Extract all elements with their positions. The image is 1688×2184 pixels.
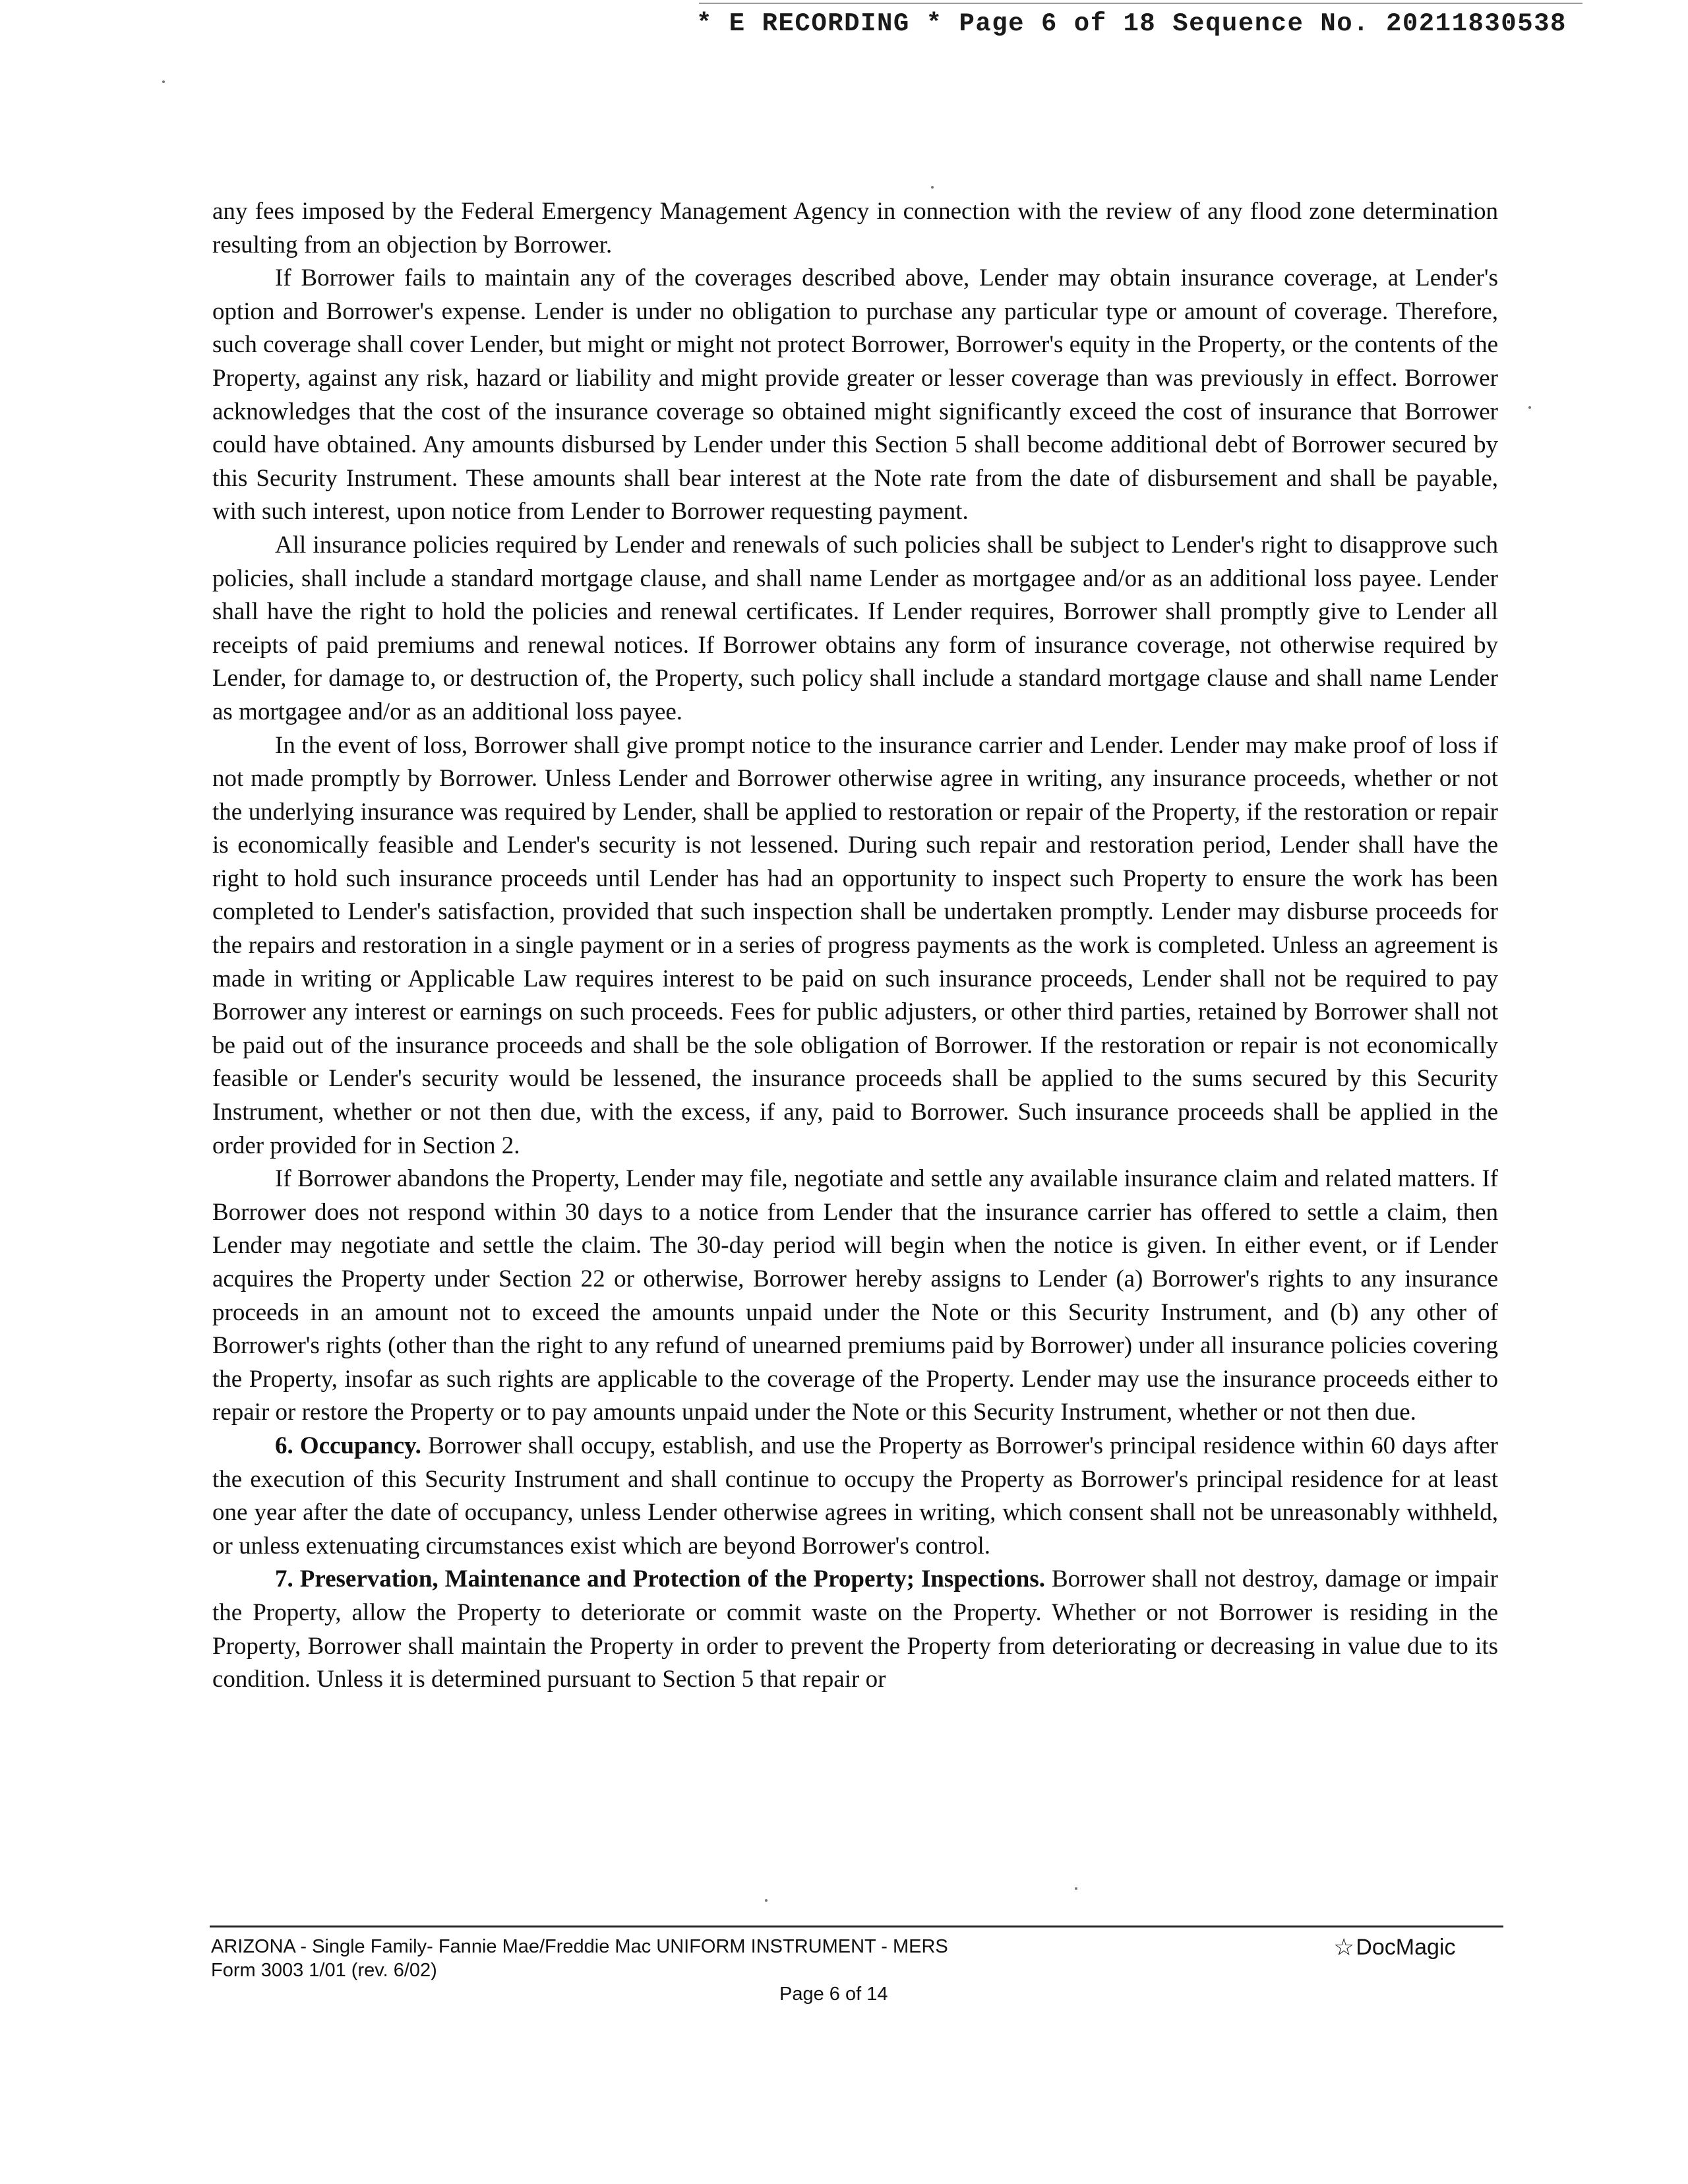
- section-occupancy-text: Borrower shall occupy, establish, and use the Property as Borrower's principal residence within 60 days after the execution of this Security Instrument and shall continue to occupy the Property as Borrower's principal residence for at least one year after the date of occupancy, unless Lender otherwise agrees in writing, which consent shall not be unreasonably withheld, or unless extenuating circumstances exist which are beyond Borrower's control.: [212, 1432, 1498, 1560]
- paragraph-event-of-loss: In the event of loss, Borrower shall give prompt notice to the insurance carrier and Lender. Lender may make proof of loss if not made promptly by Borrower. Unless Lender and Borrower otherwise agree in writing, any insurance proceeds, whether or not the underlying insurance was required by Lender, shall be applied to restoration or repair of the Property, if the restoration or repair is economically feasible and Lender's security is not lessened. During such repair and restoration period, Lender shall have the right to hold such insurance proceeds until Lender has had an opportunity to inspect such Property to ensure the work has been completed to Lender's satisfaction, provided that such inspection shall be undertaken promptly. Lender may disburse proceeds for the repairs and restoration in a single payment or in a series of progress payments as the work is completed. Unless an agreement is made in writing or Applicable Law requires interest to be paid on such insurance proceeds, Lender shall not be required to pay Borrower any interest or earnings on such proceeds. Fees for public adjusters, or other third parties, retained by Borrower shall not be paid out of the insurance proceeds and shall be the sole obligation of Borrower. If the restoration or repair is not economically feasible or Lender's security would be lessened, the insurance proceeds shall be applied to the sums secured by this Security Instrument, whether or not then due, with the excess, if any, paid to Borrower. Such insurance proceeds shall be applied in the order provided for in Section 2.: [212, 731, 1498, 1159]
- recording-header: * E RECORDING * Page 6 of 18 Sequence No. 20211830538: [696, 9, 1567, 38]
- brand-name: DocMagic: [1356, 1934, 1456, 1960]
- section-preservation: [212, 1563, 1498, 1696]
- document-body: [212, 195, 1498, 1697]
- scan-speck: [1075, 1887, 1077, 1890]
- scan-speck: [931, 186, 934, 189]
- paragraph-insurance-policies: All insurance policies required by Lender and renewals of such policies shall be subject to Lender's right to disapprove such policies, shall include a standard mortgage clause, and shall name Lender as mortgagee and/or as an additional loss payee. Lender shall have the right to hold the policies and renewal certificates. If Lender requires, Borrower shall promptly give to Lender all receipts of paid premiums and renewal notices. If Borrower obtains any form of insurance coverage, not otherwise required by Lender, for damage to, or destruction of, the Property, such policy shall include a standard mortgage clause and shall name Lender as mortgagee and/or as an additional loss payee.: [212, 531, 1498, 725]
- paragraph-abandonment: If Borrower abandons the Property, Lender may file, negotiate and settle any available insurance claim and related matters. If Borrower does not respond within 30 days to a notice from Lender that the insurance carrier has offered to settle a claim, then Lender may negotiate and settle the claim. The 30-day period will begin when the notice is given. In either event, or if Lender acquires the Property under Section 22 or otherwise, Borrower hereby assigns to Lender (a) Borrower's rights to any insurance proceeds in an amount not to exceed the amounts unpaid under the Note or this Security Instrument, and (b) any other of Borrower's rights (other than the right to any refund of unearned premiums paid by Borrower) under all insurance policies covering the Property, insofar as such rights are applicable to the coverage of the Property. Lender may use the insurance proceeds either to repair or restore the Property or to pay amounts unpaid under the Note or this Security Instrument, whether or not then due.: [212, 1165, 1498, 1426]
- section-occupancy-heading: 6. Occupancy.: [275, 1432, 421, 1459]
- footer-rule: [210, 1926, 1503, 1927]
- footer-form-title: ARIZONA - Single Family- Fannie Mae/Freddie Mac UNIFORM INSTRUMENT - MERS: [211, 1936, 948, 1957]
- footer-form-number: Form 3003 1/01 (rev. 6/02): [211, 1960, 437, 1981]
- scan-speck: [162, 80, 165, 83]
- section-preservation-text: Borrower shall not destroy, damage or impair the Property, allow the Property to deteriorate or commit waste on the Property. Whether or not Borrower is residing in the Property, Borrower shall maintain the Property in order to prevent the Property from deteriorating or decreasing in value due to its condition. Unless it is determined pursuant to Section 5 that repair or: [212, 1565, 1498, 1693]
- scan-speck: [1528, 406, 1531, 409]
- footer-page-number: Page 6 of 14: [779, 1984, 888, 2005]
- header-rule: [699, 3, 1582, 4]
- section-preservation-heading: 7. Preservation, Maintenance and Protection of the Property; Inspections.: [275, 1565, 1046, 1593]
- star-outline-icon: ☆: [1333, 1933, 1355, 1960]
- section-occupancy: [212, 1430, 1498, 1563]
- scan-speck: [765, 1899, 768, 1902]
- paragraph-lender-coverage: If Borrower fails to maintain any of the coverages described above, Lender may obtain insurance coverage, at Lender's option and Borrower's expense. Lender is under no obligation to purchase any particular type or amount of coverage. Therefore, such coverage shall cover Lender, but might or might not protect Borrower, Borrower's equity in the Property, or the contents of the Property, against any risk, hazard or liability and might provide greater or lesser coverage than was previously in effect. Borrower acknowledges that the cost of the insurance coverage so obtained might significantly exceed the cost of insurance that Borrower could have obtained. Any amounts disbursed by Lender under this Section 5 shall become additional debt of Borrower secured by this Security Instrument. These amounts shall bear interest at the Note rate from the date of disbursement and shall be payable, with such interest, upon notice from Lender to Borrower requesting payment.: [212, 264, 1498, 526]
- footer-brand: [1333, 1933, 1455, 1961]
- paragraph-flood-zone-fees: any fees imposed by the Federal Emergency Management Agency in connection with the review of any flood zone determination resulting from an objection by Borrower.: [212, 198, 1498, 258]
